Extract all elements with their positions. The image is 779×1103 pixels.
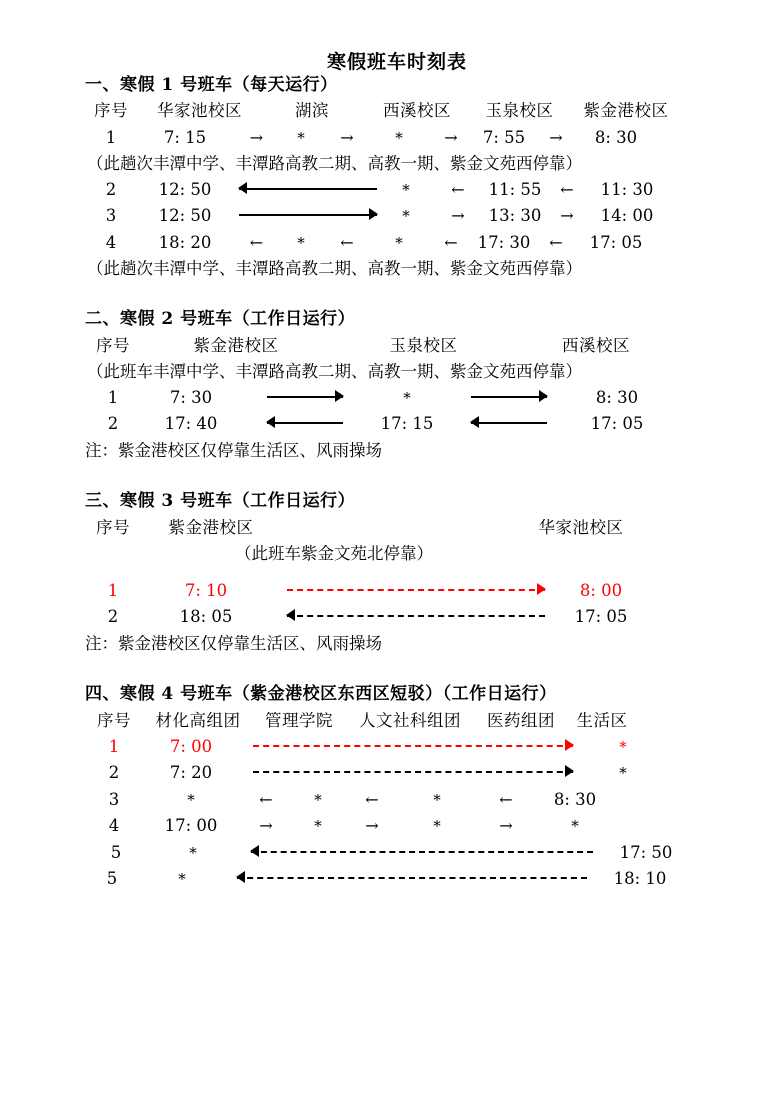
col-header-yiyao: 医药组团 <box>487 710 555 730</box>
row-no: 2 <box>105 179 117 199</box>
arrow-left-icon: ← <box>259 789 273 809</box>
arrow-right-icon: → <box>365 816 379 836</box>
connector-right-arrow-icon <box>471 389 547 403</box>
page-title: 寒假班车时刻表 <box>326 51 467 73</box>
cell-xixi: 17: 05 <box>590 414 644 434</box>
table-row <box>85 866 709 892</box>
row-no: 3 <box>105 206 117 226</box>
section-2-heading: 二、寒假 2 号班车（工作日运行） <box>85 309 356 330</box>
col-header-zijingang: 紫金港校区 <box>193 335 279 355</box>
spacer <box>85 281 709 307</box>
section-4-heading: 四、寒假 4 号班车（紫金港校区东西区短驳）（工作日运行） <box>85 684 557 705</box>
cell-shenghuoqu: 18: 10 <box>613 868 667 888</box>
table-row <box>85 230 709 256</box>
cell-yuquan: 11: 55 <box>488 179 542 199</box>
cell-yuquan: 17: 30 <box>477 232 531 252</box>
arrow-left-icon: ← <box>549 232 563 252</box>
col-header-xixi: 西溪校区 <box>562 335 630 355</box>
cell-yuquan: * <box>403 388 411 407</box>
connector-right-arrow-icon <box>267 389 343 403</box>
cell-yiyao: * <box>571 817 579 836</box>
arrow-right-icon: → <box>259 816 273 836</box>
cell-huajiachi: 18: 20 <box>158 232 212 252</box>
spacer <box>85 567 709 578</box>
arrow-right-icon: → <box>549 127 563 147</box>
cell-zijingang: 14: 00 <box>600 206 654 226</box>
col-header-no: 序号 <box>96 517 130 537</box>
table-row <box>85 385 709 411</box>
table-row <box>85 787 709 813</box>
section-1-note-b: （此趟次丰潭中学、丰潭路高教二期、高教一期、紫金文苑西停靠） <box>87 258 582 278</box>
arrow-right-icon: → <box>499 816 513 836</box>
section-bus-3 <box>85 489 709 656</box>
section-1-heading: 一、寒假 1 号班车（每天运行） <box>85 74 338 95</box>
cell-yuquan: 7: 55 <box>482 127 526 147</box>
arrow-left-icon: ← <box>499 789 513 809</box>
cell-huajiachi: 12: 50 <box>158 206 212 226</box>
cell-zijingang: 11: 30 <box>600 179 654 199</box>
cell-yiyao: 8: 30 <box>553 789 597 809</box>
row-no: 2 <box>107 607 119 627</box>
row-no: 3 <box>108 789 120 809</box>
arrow-right-icon: → <box>451 206 465 226</box>
arrow-left-icon: ← <box>451 179 465 199</box>
cell-zijingang: 7: 10 <box>184 580 228 600</box>
col-header-caihua: 材化高组团 <box>155 710 241 730</box>
spacer <box>85 656 709 682</box>
row-no: 5 <box>106 868 118 888</box>
row-no: 1 <box>108 736 120 756</box>
row-no: 2 <box>108 763 120 783</box>
table-row <box>85 203 709 229</box>
table-row <box>85 177 709 203</box>
col-header-zijingang: 紫金港校区 <box>168 517 254 537</box>
cell-huajiachi: 12: 50 <box>158 179 212 199</box>
section-2-column-headers <box>85 333 709 359</box>
cell-huajiachi: 7: 15 <box>163 127 207 147</box>
arrow-left-icon: ← <box>249 232 264 252</box>
row-no: 2 <box>107 414 119 434</box>
cell-caihua: * <box>189 843 197 862</box>
arrow-left-icon: ← <box>340 232 354 252</box>
section-3-column-headers <box>85 515 709 541</box>
arrow-right-icon: → <box>560 206 574 226</box>
arrow-right-icon: → <box>444 127 458 147</box>
table-row <box>85 734 709 760</box>
connector-right-arrow-icon <box>253 738 573 752</box>
section-2-footnote: 注：紫金港校区仅停靠生活区、风雨操场 <box>85 440 382 460</box>
table-row <box>85 604 709 630</box>
connector-left-arrow-icon <box>239 181 377 195</box>
col-header-renwen: 人文社科组团 <box>359 710 461 730</box>
row-no: 5 <box>110 842 122 862</box>
cell-caihua: 17: 00 <box>164 816 218 836</box>
cell-hubin: * <box>402 207 410 226</box>
connector-left-arrow-icon <box>237 870 587 884</box>
section-4-column-headers <box>85 708 709 734</box>
connector-left-arrow-icon <box>251 844 593 858</box>
cell-xixi: * <box>395 233 403 252</box>
cell-hubin: * <box>297 128 305 147</box>
section-2-note: （此班车丰潭中学、丰潭路高教二期、高教一期、紫金文苑西停靠） <box>87 362 582 382</box>
section-bus-4 <box>85 682 709 892</box>
table-row <box>85 813 709 839</box>
table-row <box>85 125 709 151</box>
cell-shenghuoqu: * <box>619 764 627 783</box>
cell-shenghuoqu: 17: 50 <box>619 842 673 862</box>
cell-huajiachi: 17: 05 <box>574 607 628 627</box>
cell-hubin: * <box>297 233 305 252</box>
col-header-shenghuoqu: 生活区 <box>576 710 628 730</box>
cell-zijingang: 17: 05 <box>589 232 643 252</box>
col-header-no: 序号 <box>96 335 130 355</box>
cell-renwen: * <box>433 817 441 836</box>
spacer <box>85 463 709 489</box>
arrow-left-icon: ← <box>444 232 458 252</box>
cell-guanli: * <box>314 817 322 836</box>
col-header-zijingang: 紫金港校区 <box>583 101 669 121</box>
table-row <box>85 578 709 604</box>
connector-left-arrow-icon <box>267 415 343 429</box>
arrow-right-icon: → <box>340 127 354 147</box>
connector-left-arrow-icon <box>471 415 547 429</box>
section-bus-1 <box>85 73 709 282</box>
cell-zijingang: 7: 30 <box>169 387 213 407</box>
cell-caihua: * <box>187 790 195 809</box>
connector-right-arrow-icon <box>287 582 545 596</box>
col-header-huajiachi: 华家池校区 <box>538 517 624 537</box>
connector-right-arrow-icon <box>253 764 573 778</box>
cell-caihua: 7: 00 <box>169 736 213 756</box>
col-header-yuquan: 玉泉校区 <box>485 101 554 121</box>
col-header-xixi: 西溪校区 <box>383 101 451 121</box>
cell-zijingang: 18: 05 <box>179 607 233 627</box>
cell-shenghuoqu: * <box>619 737 627 756</box>
section-3-footnote: 注：紫金港校区仅停靠生活区、风雨操场 <box>85 633 382 653</box>
cell-hubin: * <box>402 180 410 199</box>
row-no: 1 <box>107 580 119 600</box>
cell-renwen: * <box>433 790 441 809</box>
cell-huajiachi: 8: 00 <box>579 580 623 600</box>
cell-yuquan: 13: 30 <box>488 206 542 226</box>
cell-caihua: * <box>178 869 186 888</box>
cell-guanli: * <box>314 790 322 809</box>
cell-zijingang: 8: 30 <box>594 127 638 147</box>
col-header-huajiachi: 华家池校区 <box>157 101 242 121</box>
cell-xixi: * <box>395 128 403 147</box>
row-no: 1 <box>105 127 117 147</box>
section-bus-2 <box>85 307 709 463</box>
row-no: 4 <box>108 816 120 836</box>
table-row <box>85 840 709 866</box>
col-header-no: 序号 <box>97 710 131 730</box>
section-1-note-a: （此趟次丰潭中学、丰潭路高教二期、高教一期、紫金文苑西停靠） <box>87 154 582 174</box>
col-header-no: 序号 <box>94 101 128 121</box>
section-3-note: （此班车紫金文苑北停靠） <box>235 544 433 564</box>
section-3-heading: 三、寒假 3 号班车（工作日运行） <box>85 491 356 512</box>
arrow-left-icon: ← <box>560 179 574 199</box>
arrow-left-icon: ← <box>365 789 379 809</box>
row-no: 4 <box>105 232 117 252</box>
cell-zijingang: 17: 40 <box>164 414 218 434</box>
col-header-hubin: 湖滨 <box>295 101 329 121</box>
arrow-right-icon: → <box>249 127 264 147</box>
section-1-column-headers <box>85 98 709 124</box>
row-no: 1 <box>107 387 119 407</box>
connector-right-arrow-icon <box>239 207 377 221</box>
cell-caihua: 7: 20 <box>169 763 213 783</box>
col-header-yuquan: 玉泉校区 <box>389 335 458 355</box>
table-row <box>85 411 709 437</box>
cell-xixi: 8: 30 <box>595 387 639 407</box>
cell-yuquan: 17: 15 <box>380 414 434 434</box>
connector-left-arrow-icon <box>287 608 545 622</box>
table-row <box>85 760 709 786</box>
col-header-guanli: 管理学院 <box>265 710 333 730</box>
